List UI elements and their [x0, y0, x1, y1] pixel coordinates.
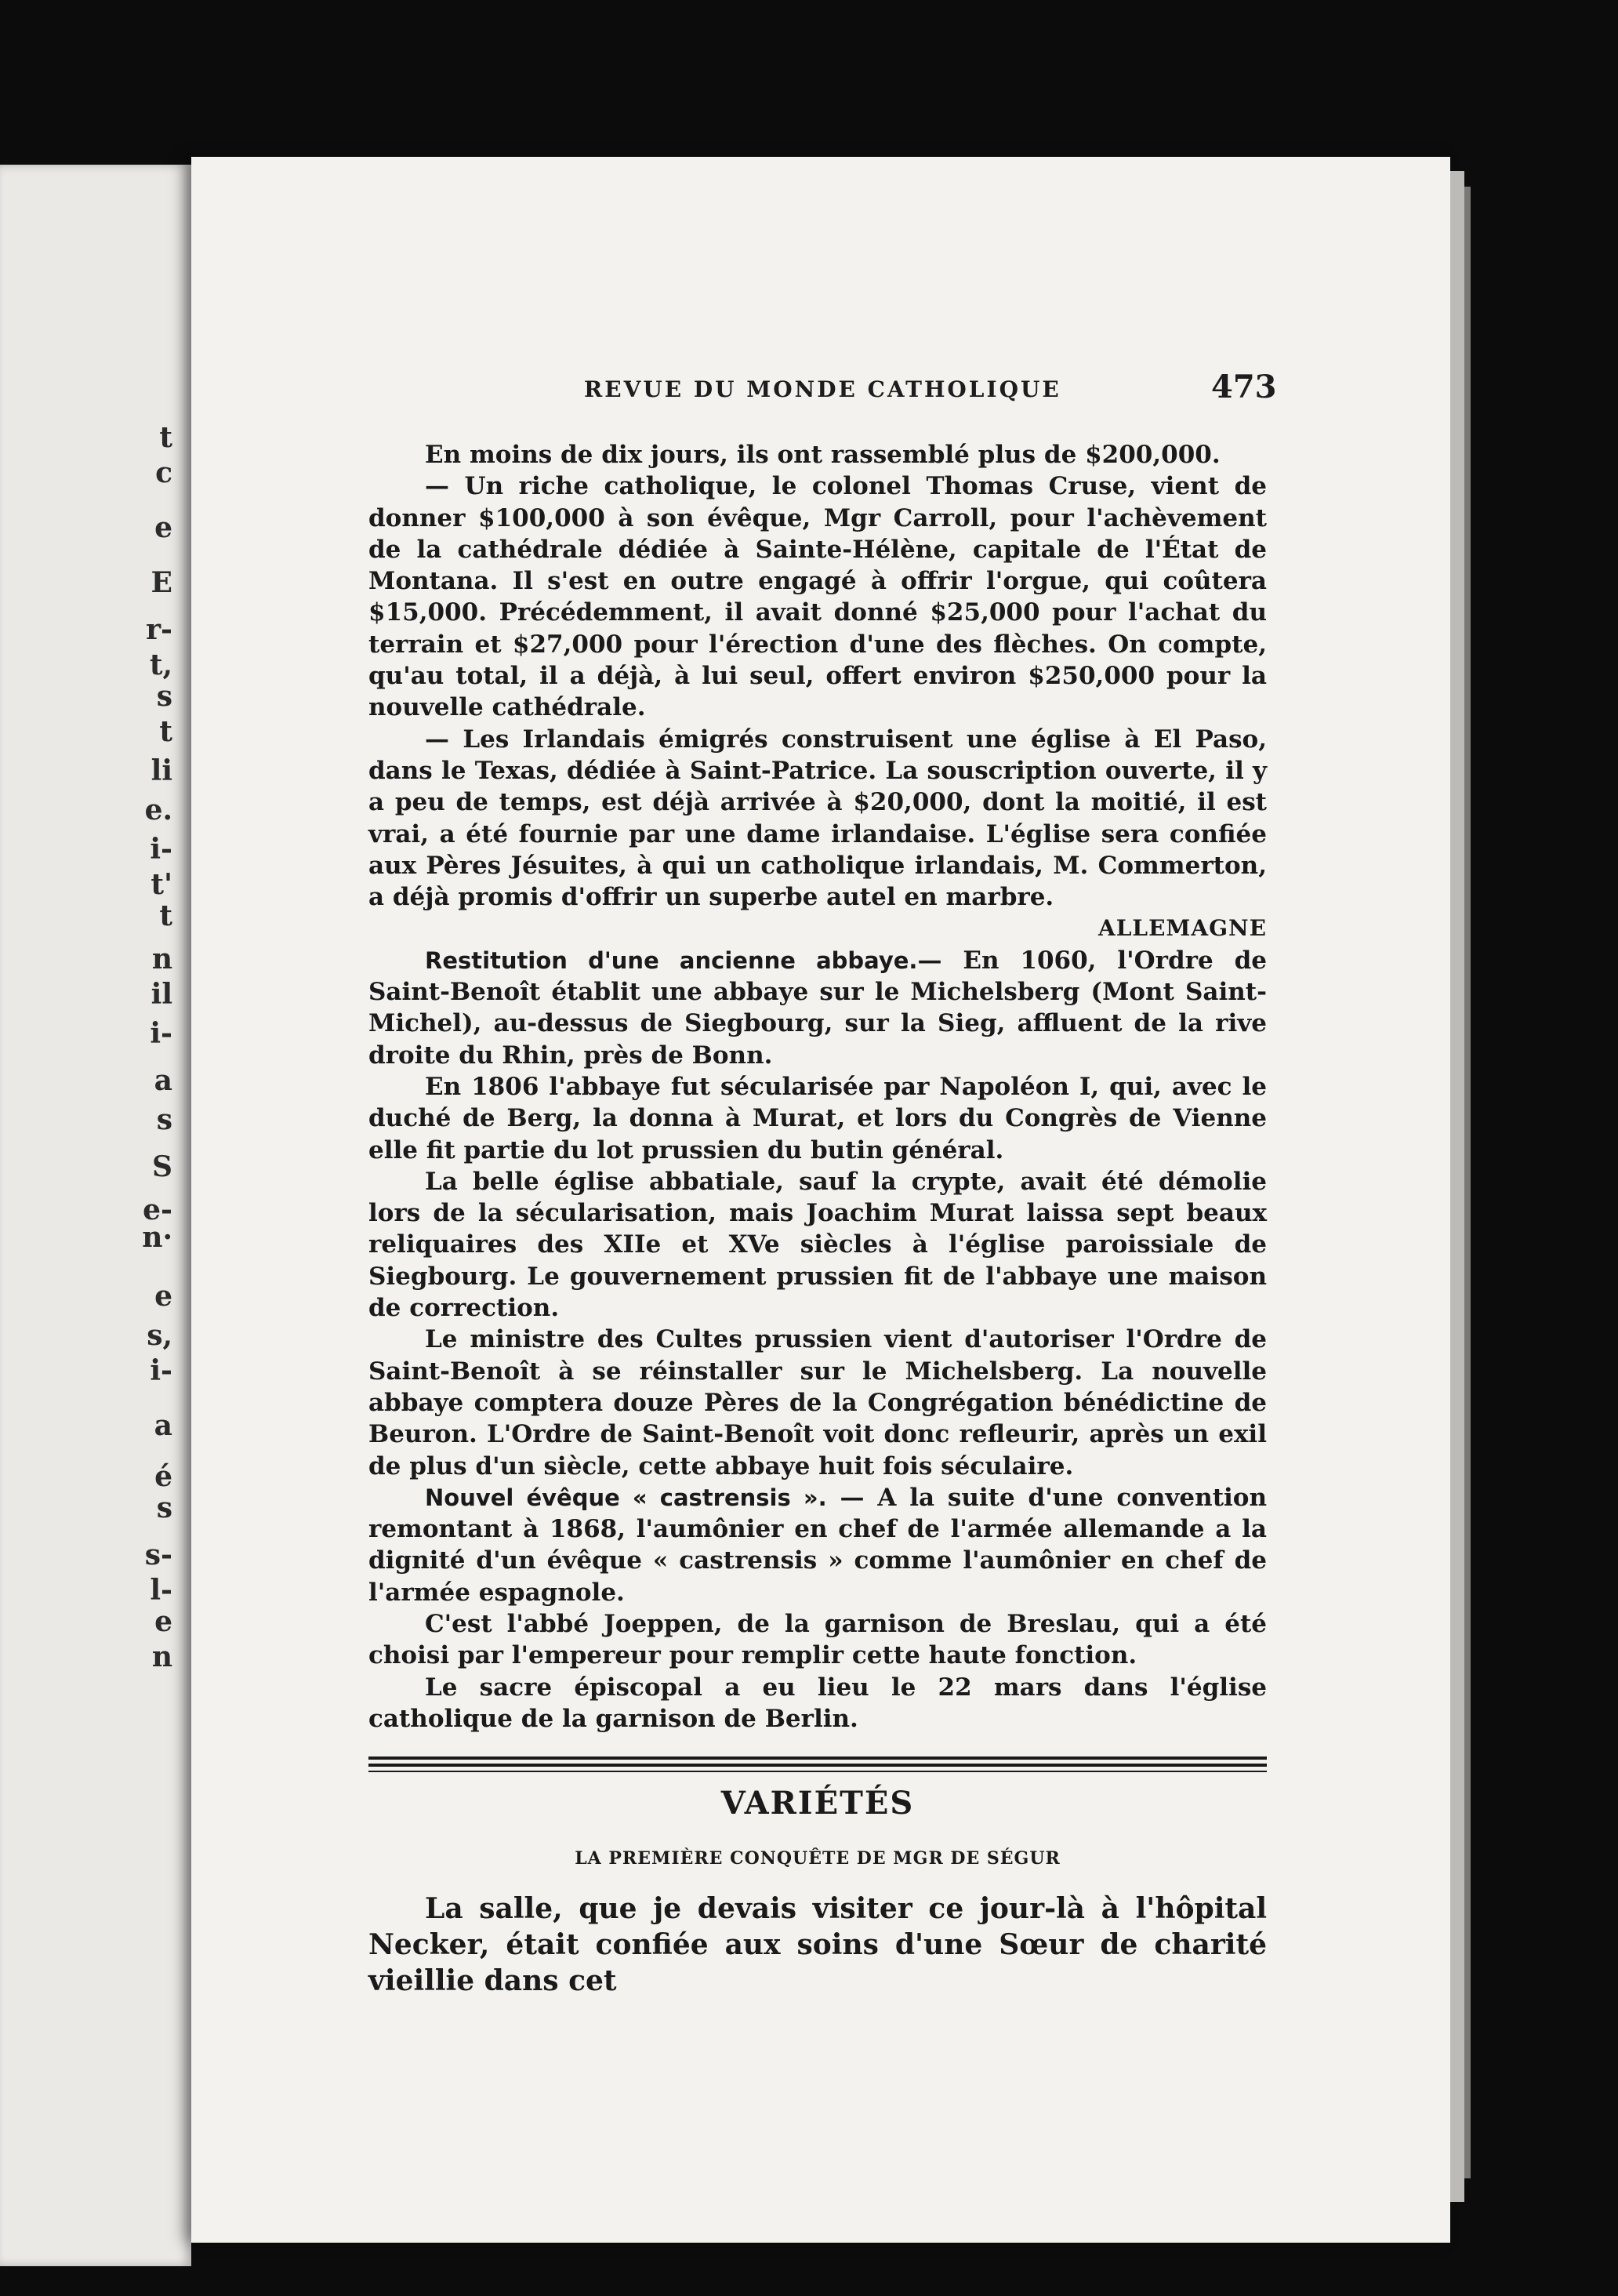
- paragraph: C'est l'abbé Joeppen, de la garnison de Breslau, qui a été choisi par l'empereur pour remplir cette haute fonction.: [368, 1609, 1267, 1670]
- paragraph: [368, 1482, 1267, 1608]
- left-page-fragment: s-: [144, 1539, 172, 1571]
- left-page-fragment: e: [154, 1280, 172, 1313]
- left-page-fragment: li: [151, 754, 172, 787]
- left-page-fragment: s: [156, 1103, 172, 1136]
- left-page-fragment: n: [151, 943, 172, 975]
- left-page-fragment: t: [159, 715, 172, 748]
- article-subhead: LA PREMIÈRE CONQUÊTE DE MGR DE SÉGUR: [575, 1848, 1061, 1869]
- left-page-fragment: n: [151, 1640, 172, 1673]
- left-page-fragment: i-: [150, 833, 172, 866]
- section-heading-varietes: VARIÉTÉS: [720, 1785, 915, 1822]
- left-page-fragment: e-: [143, 1193, 172, 1226]
- paragraph: Le sacre épiscopal a eu lieu le 22 mars dans l'église catholique de la garnison de Berlin.: [368, 1673, 1267, 1733]
- paragraph-text: — En 1060, l'Ordre de Saint-Benoît établit une abbaye sur le Michelsberg (Mont Saint-Michel), au-dessus de Siegbourg, sur la Sieg, affluent de la rive droite du Rhin, près de Bonn.: [368, 946, 1267, 1070]
- left-page-fragment: il: [151, 978, 172, 1011]
- left-page-fragment: t: [159, 899, 172, 932]
- paragraph: [368, 945, 1267, 1071]
- left-page-fragment: i-: [150, 1017, 172, 1050]
- page-edge-shadow: [1464, 187, 1471, 2178]
- left-page-fragment: S: [152, 1150, 172, 1183]
- run-in-heading: Restitution d'une ancienne abbaye.: [425, 946, 918, 974]
- paragraph: La belle église abbatiale, sauf la crypte, avait été démolie lors de la sécularisation, mais Joachim Murat laissa sept beaux reliquaires des XIIe et XVe siècles à l'église paroissiale de Siegbourg. Le gouvernement prussien fit de l'abbaye une maison de correction.: [368, 1167, 1267, 1323]
- paragraph: Le ministre des Cultes prussien vient d'autoriser l'Ordre de Saint-Benoît à se réinstaller sur le Michelsberg. La nouvelle abbaye comptera douze Pères de la Congrégation bénédictine de Beuron. L'Ordre de Saint-Benoît voit donc refleurir, après un exil de plus d'un siècle, cette abbaye huit fois séculaire.: [368, 1325, 1267, 1480]
- paragraph: En 1806 l'abbaye fut sécularisée par Napoléon I, qui, avec le duché de Berg, la donna à Murat, et lors du Congrès de Vienne elle fit partie du lot prussien du butin général.: [368, 1072, 1267, 1164]
- section-divider: [368, 1757, 1267, 1772]
- divider-rule: [368, 1757, 1267, 1760]
- section-heading-allemagne: ALLEMAGNE: [1097, 915, 1267, 942]
- left-page-fragment: s: [156, 1491, 172, 1524]
- running-title: REVUE DU MONDE CATHOLIQUE: [584, 376, 1061, 402]
- left-page-fragment: t: [159, 421, 172, 454]
- left-page-fragment: e: [154, 1605, 172, 1638]
- left-page-fragment: s,: [147, 1319, 172, 1352]
- left-page-fragment: é: [154, 1460, 172, 1493]
- left-page-fragment: t,: [149, 648, 172, 681]
- left-page-fragment: i-: [150, 1354, 172, 1387]
- page-edge: [1450, 171, 1464, 2202]
- divider-rule: [368, 1771, 1267, 1772]
- left-page-fragment: s: [156, 680, 172, 713]
- left-page-fragment: l-: [150, 1574, 172, 1607]
- paragraph: La salle, que je devais visiter ce jour-là à l'hôpital Necker, était confiée aux soins d'une Sœur de charité vieillie dans cet: [368, 1891, 1267, 1997]
- left-page-fragment: e: [154, 511, 172, 544]
- paragraph: — Un riche catholique, le colonel Thomas Cruse, vient de donner $100,000 à son évêque, Mgr Carroll, pour l'achèvement de la cathédrale dédiée à Sainte-Hélène, capitale de l'État de Montana. Il s'est en outre engagé à offrir l'orgue, qui coûtera $15,000. Précédemment, il avait donné $25,000 pour l'achat du terrain et $27,000 pour l'érection d'une des flèches. On compte, qu'au total, il a déjà, à lui seul, offert environ $250,000 pour la nouvelle cathédrale.: [368, 472, 1267, 722]
- left-page-fragment: c: [155, 456, 172, 489]
- paragraph: — Les Irlandais émigrés construisent une église à El Paso, dans le Texas, dédiée à Saint-Patrice. La souscription ouverte, il y a peu de temps, est déjà arrivée à $20,000, dont la moitié, il est vrai, a été fournie par une dame irlandaise. L'église sera confiée aux Pères Jésuites, à qui un catholique irlandais, M. Commerton, a déjà promis d'offrir un superbe autel en marbre.: [368, 725, 1267, 912]
- left-page-fragment: r-: [146, 613, 172, 646]
- page-number: 473: [1211, 369, 1277, 405]
- paragraph-text: — A la suite d'une convention remontant à 1868, l'aumônier en chef de l'armée allemande a la dignité d'un évêque « castrensis » comme l'aumônier en chef de l'armée espagnole.: [368, 1483, 1268, 1607]
- article-body: [368, 439, 1267, 1999]
- left-page-fragment: e.: [144, 794, 172, 826]
- left-page-fragment: t': [151, 868, 172, 901]
- left-page-fragment: n·: [142, 1221, 172, 1254]
- left-page-fragment: a: [154, 1064, 172, 1097]
- left-page-fragment: a: [154, 1409, 172, 1442]
- divider-rule: [368, 1764, 1267, 1767]
- run-in-heading: Nouvel évêque « castrensis ».: [425, 1484, 827, 1511]
- left-page-fragment: E: [151, 566, 172, 599]
- paragraph: En moins de dix jours, ils ont rassemblé plus de $200,000.: [425, 441, 1221, 469]
